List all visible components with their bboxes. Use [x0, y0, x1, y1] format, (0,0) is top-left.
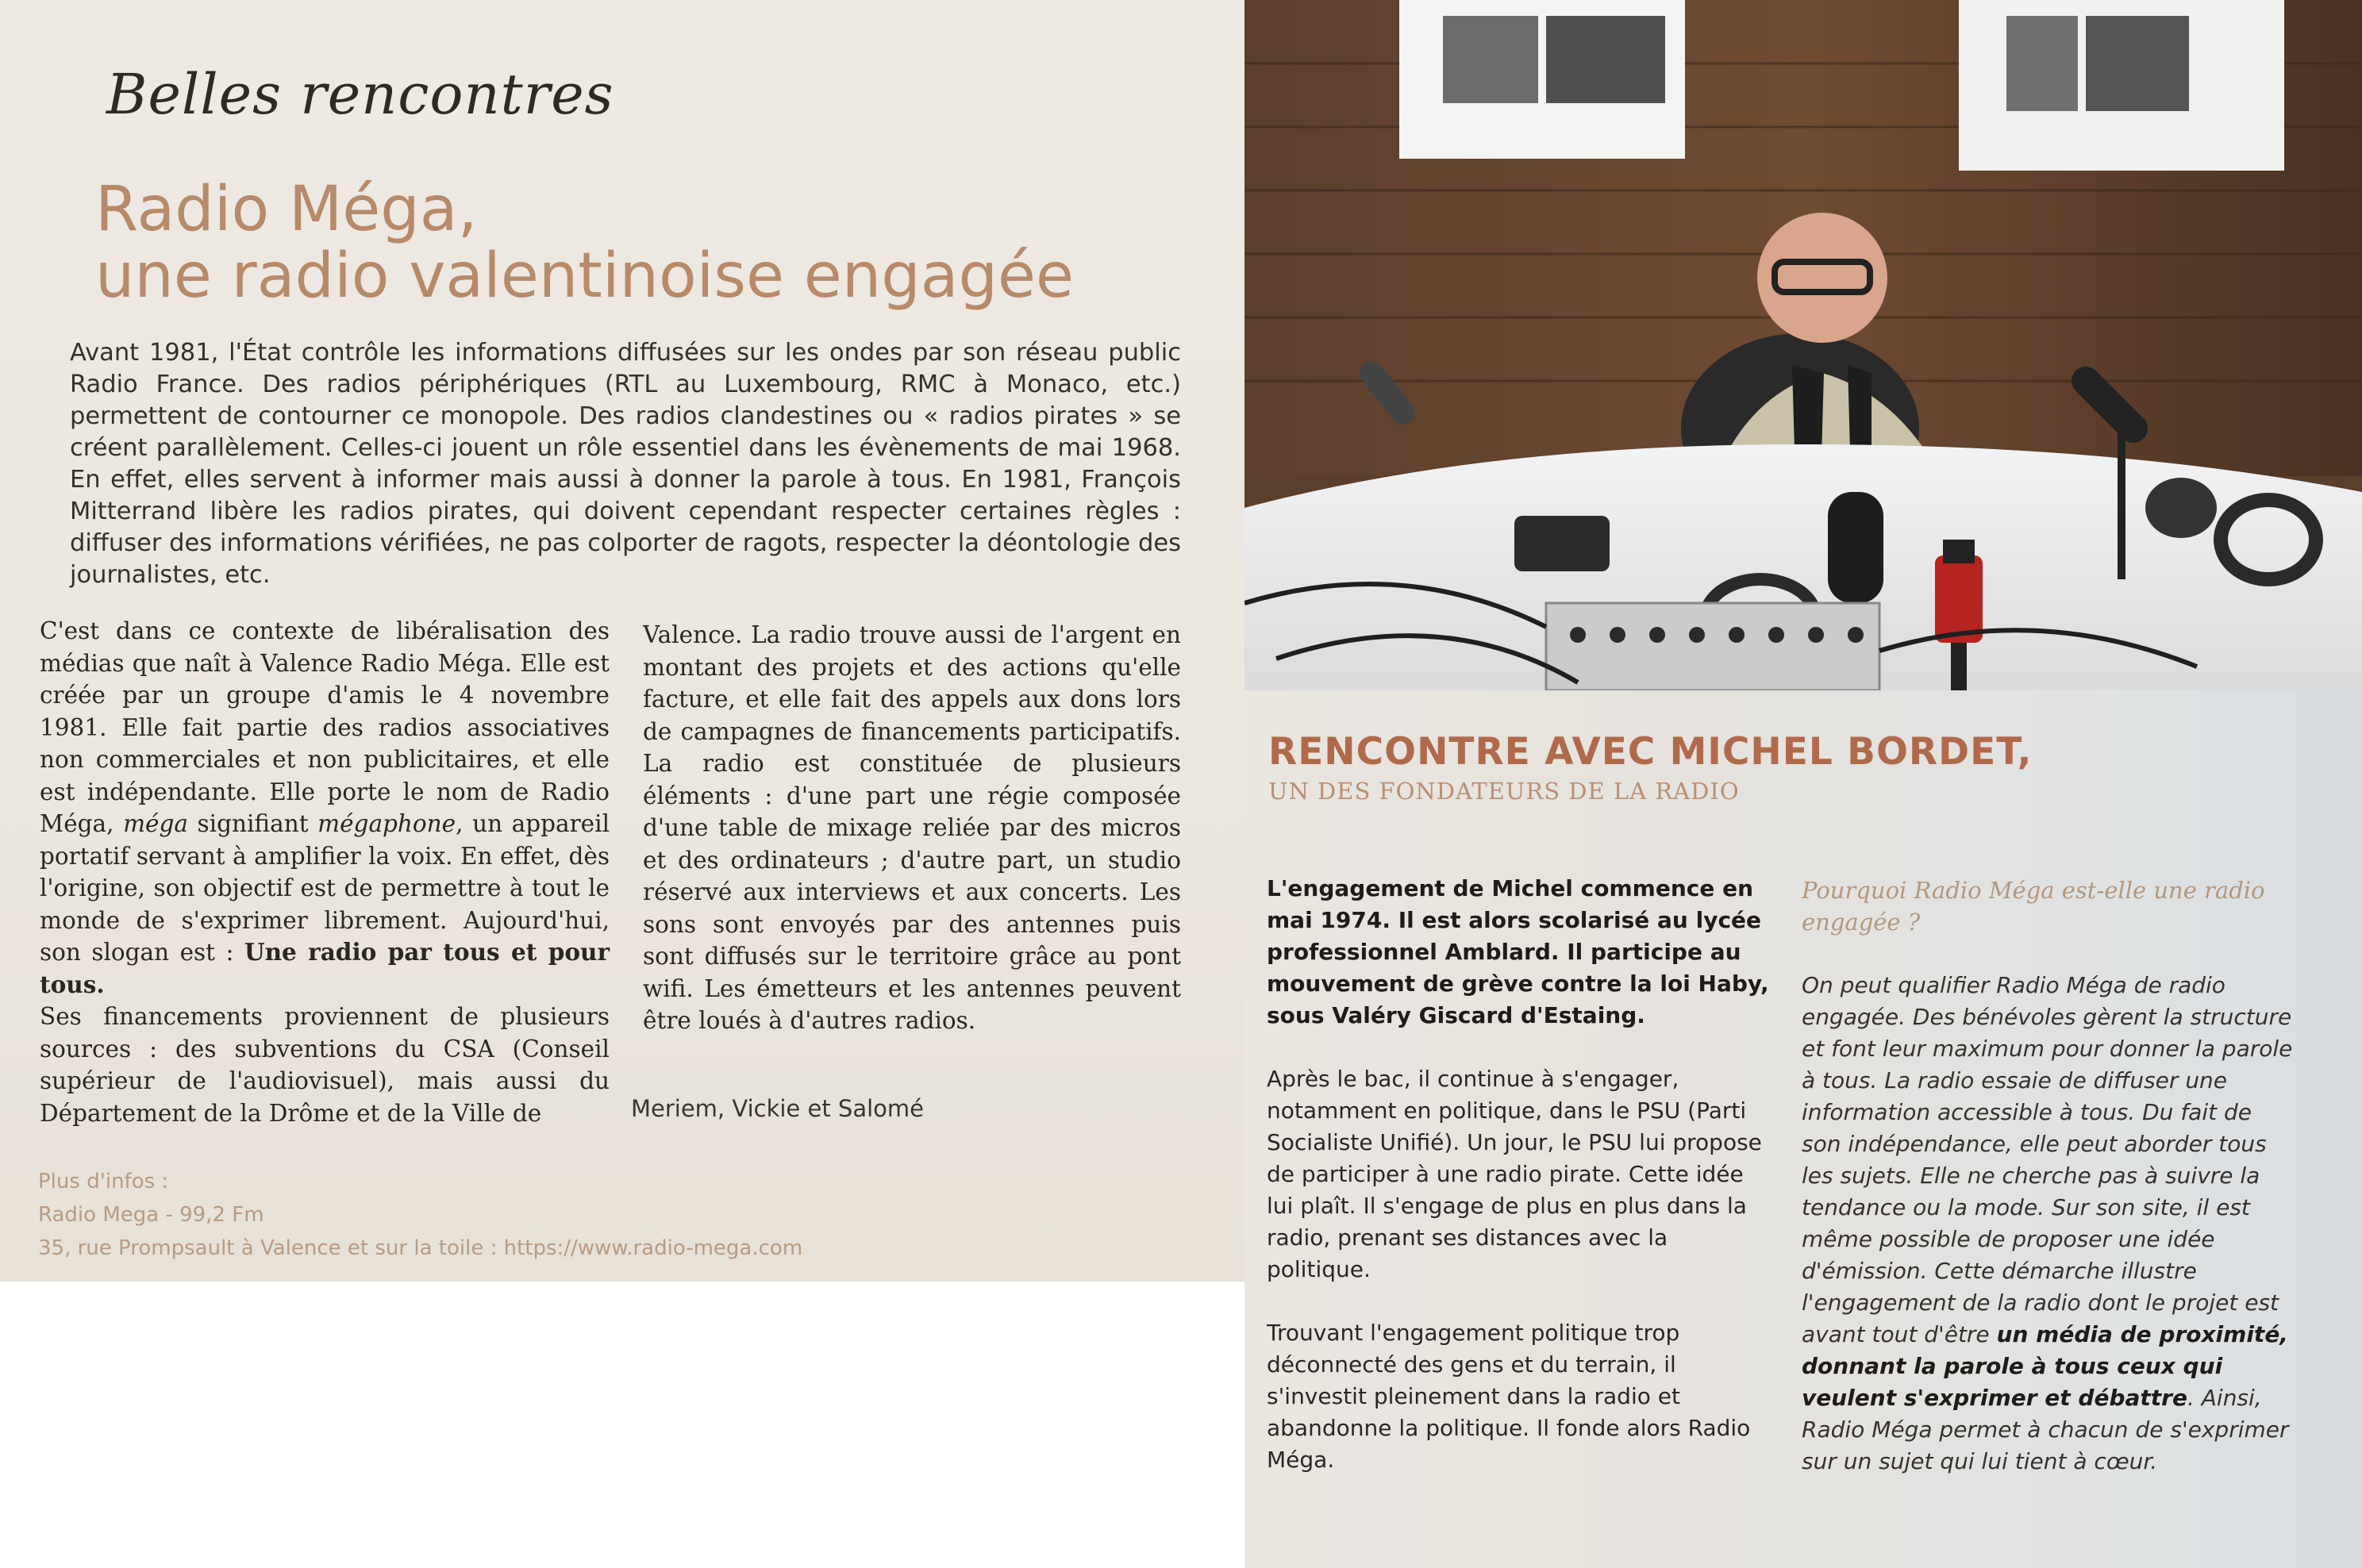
- interview-question: Pourquoi Radio Méga est-elle une radio engagée ?: [1802, 877, 2265, 936]
- more-info-label: Plus d'infos :: [38, 1170, 169, 1193]
- more-info-address: 35, rue Prompsault à Valence et sur la toile : https://www.radio-mega.com: [38, 1236, 803, 1260]
- interview-title: RENCONTRE AVEC MICHEL BORDET,: [1268, 730, 2033, 774]
- column-1-paragraph-2: Ses financements proviennent de plusieurs sources : des subventions du CSA (Conseil supérieur de l'audiovisuel), mais aussi du Département de la Drôme et de la Ville de: [40, 1003, 610, 1127]
- interview-answer: [1802, 970, 2294, 1478]
- italic-term-megaphone: mégaphone: [317, 810, 456, 837]
- text-run: signifiant: [187, 810, 318, 837]
- text-run: On peut qualifier Radio Méga de radio engagée. Des bénévoles gèrent la structure et font leur maximum pour donner la parole à tous. La radio essaie de diffuser une information accessible à tous. Du fait de son indépendance, elle peut aborder tous les sujets. Elle ne cherche pas à suivre la tendance ou la mode. Sur son site, il est même possible de proposer une idée d'émission. Cette démarche illustre l'engagement de la radio dont le projet est avant tout d'être: [1802, 972, 2293, 1347]
- interview-paragraph-3: Trouvant l'engagement politique trop déconnecté des gens et du terrain, il s'investit pleinement dans la radio et abandonne la politique. Il fonde alors Radio Méga.: [1267, 1320, 1751, 1473]
- article-column-1: [40, 615, 610, 1129]
- text-run: , un appareil portatif servant à amplifier la voix. En effet, dès l'origine, son objectif est de permettre à tout le monde de s'exprimer librement. Aujourd'hui, son slogan est :: [40, 810, 610, 966]
- column-2-paragraph: Valence. La radio trouve aussi de l'argent en montant des projets et des actions qu'elle facture, et elle fait des appels aux dons lors de campagnes de financements participatifs. La radio est constituée de plusieurs éléments : d'une part une régie composée d'une table de mixage reliée par des micros et des ordinateurs ; d'autre part, un studio réservé aux interviews et aux concerts. Les sons sont envoyés par des antennes puis sont diffusés sur le territoire grâce au pont wifi. Les émetteurs et les antennes peuvent être loués à d'autres radios.: [643, 621, 1181, 1034]
- authors: Meriem, Vickie et Salomé: [631, 1095, 924, 1122]
- italic-term-mega: méga: [123, 810, 188, 837]
- studio-photo: [1244, 0, 2362, 690]
- article-column-2: [643, 619, 1181, 1037]
- article-title: [95, 174, 1074, 312]
- interview-column-2: [1802, 874, 2294, 1478]
- intro-paragraph: Avant 1981, l'État contrôle les informations diffusées sur les ondes par son réseau public Radio France. Des radios périphériques (RTL au Luxembourg, RMC à Monaco, etc.) permettent de contourner ce monopole. Des radios clandestines ou « radios pirates » se créent parallèlement. Celles-ci jouent un rôle essentiel dans les évènements de mai 1968. En effet, elles servent à informer mais aussi à donner la parole à tous. En 1981, François Mitterrand libère les radios pirates, qui doivent cependant respecter certaines règles : diffuser des informations vérifiées, ne pas colporter de ragots, respecter la déontologie des journalistes, etc.: [70, 339, 1181, 589]
- section-title: Belles rencontres: [106, 62, 614, 127]
- text-run: C'est dans ce contexte de libéralisation des médias que naît à Valence Radio Méga. Elle est créée par un groupe d'amis le 4 novembre 1981. Elle fait partie des radios associatives non commerciales et non publicitaires, et elle est indépendante. Elle porte le nom de Radio Méga,: [40, 617, 610, 837]
- answer-emphasis: un média de proximité, donnant la parole à tous ceux qui veulent s'exprimer et débattre: [1802, 1321, 2288, 1411]
- interview-lead: L'engagement de Michel commence en mai 1974. Il est alors scolarisé au lycée professionnel Amblard. Il participe au mouvement de grève contre la loi Haby, sous Valéry Giscard d'Estaing.: [1267, 875, 1769, 1028]
- microphone: [1828, 492, 1883, 603]
- text-run: . Ainsi, Radio Méga permet à chacun de s'exprimer sur un sujet qui lui tient à cœur.: [1802, 1385, 2289, 1474]
- camera: [1514, 516, 1610, 571]
- left-page: [0, 0, 1244, 1282]
- studio-photo-illustration: [1244, 0, 2362, 690]
- article-title-line2: une radio valentinoise engagée: [95, 240, 1074, 312]
- mixing-desk: [1546, 603, 1879, 690]
- interview-column-1: [1267, 873, 1775, 1508]
- interview-subtitle: UN DES FONDATEURS DE LA RADIO: [1268, 778, 1740, 805]
- article-title-line1: Radio Méga,: [95, 174, 478, 245]
- more-info-station: Radio Mega - 99,2 Fm: [38, 1203, 264, 1227]
- more-info-box: [38, 1165, 802, 1265]
- column-1-paragraph-1: [40, 615, 610, 1001]
- slogan: Une radio par tous et pour tous.: [40, 938, 610, 998]
- interview-paragraph-2: Après le bac, il continue à s'engager, notamment en politique, dans le PSU (Parti Socialiste Unifié). Un jour, le PSU lui propose de participer à une radio pirate. Cette idée lui plaît. Il s'engage de plus en plus dans la radio, prenant ses distances avec la politique.: [1267, 1066, 1762, 1282]
